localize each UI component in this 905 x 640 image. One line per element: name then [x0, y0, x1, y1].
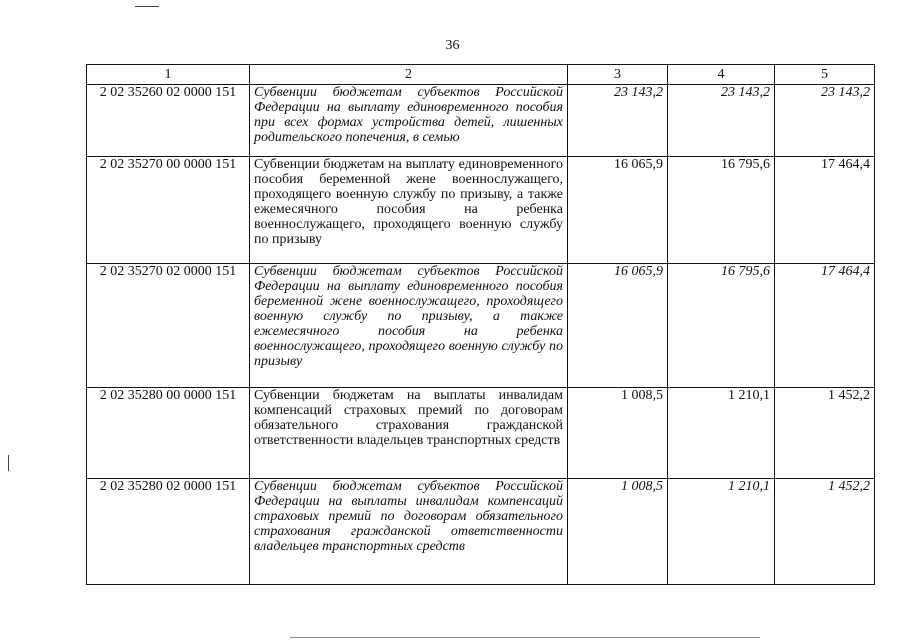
value-col4-cell: 16 795,6: [668, 264, 775, 388]
column-header-4: 4: [668, 65, 775, 85]
scan-mark-left: [8, 455, 9, 471]
value-col5-cell: 17 464,4: [775, 264, 875, 388]
budget-code-cell: 2 02 35280 00 0000 151: [87, 388, 250, 479]
table-row: [87, 157, 875, 264]
description-cell: Субвенции бюджетам субъектов Российской Федерации на выплату единовременного пособия беременной жене военнослужащего, проходящего военную службу по призыву, а также ежемесячного пособия на ребенка военнослужащего, проходящего военную службу по призыву: [250, 264, 568, 388]
value-col5-cell: 1 452,2: [775, 388, 875, 479]
value-col4-cell: 1 210,1: [668, 388, 775, 479]
column-header-1: 1: [87, 65, 250, 85]
table-row: [87, 264, 875, 388]
budget-revenue-table: [86, 64, 875, 585]
scan-mark-bottom: [290, 637, 760, 638]
value-col5-cell: 23 143,2: [775, 85, 875, 157]
description-cell: Субвенции бюджетам субъектов Российской Федерации на выплаты инвалидам компенсаций страховых премий по договорам обязательного страхования гражданской ответственности владельцев транспортных средств: [250, 479, 568, 585]
column-header-3: 3: [568, 65, 668, 85]
budget-code-cell: 2 02 35260 02 0000 151: [87, 85, 250, 157]
description-cell: Субвенции бюджетам на выплату единовременного пособия беременной жене военнослужащего, проходящего военную службу по призыву, а также ежемесячного пособия на ребенка военнослужащего, проходящего военную службу по призыву: [250, 157, 568, 264]
scan-mark-top: [135, 6, 159, 7]
value-col3-cell: 1 008,5: [568, 388, 668, 479]
description-cell: Субвенции бюджетам субъектов Российской Федерации на выплату единовременного пособия при всех формах устройства детей, лишенных родительского попечения, в семью: [250, 85, 568, 157]
value-col5-cell: 1 452,2: [775, 479, 875, 585]
value-col3-cell: 16 065,9: [568, 157, 668, 264]
table-row: [87, 388, 875, 479]
value-col4-cell: 16 795,6: [668, 157, 775, 264]
column-header-2: 2: [250, 65, 568, 85]
table-row: [87, 479, 875, 585]
budget-code-cell: 2 02 35270 02 0000 151: [87, 264, 250, 388]
page-number: 36: [445, 38, 460, 53]
value-col3-cell: 23 143,2: [568, 85, 668, 157]
value-col5-cell: 17 464,4: [775, 157, 875, 264]
budget-code-cell: 2 02 35270 00 0000 151: [87, 157, 250, 264]
value-col4-cell: 23 143,2: [668, 85, 775, 157]
column-header-5: 5: [775, 65, 875, 85]
value-col3-cell: 1 008,5: [568, 479, 668, 585]
budget-code-cell: 2 02 35280 02 0000 151: [87, 479, 250, 585]
table-row: [87, 85, 875, 157]
value-col4-cell: 1 210,1: [668, 479, 775, 585]
table-header-row: [87, 65, 875, 85]
table-body: [87, 85, 875, 585]
value-col3-cell: 16 065,9: [568, 264, 668, 388]
description-cell: Субвенции бюджетам на выплаты инвалидам компенсаций страховых премий по договорам обязательного страхования гражданской ответственности владельцев транспортных средств: [250, 388, 568, 479]
